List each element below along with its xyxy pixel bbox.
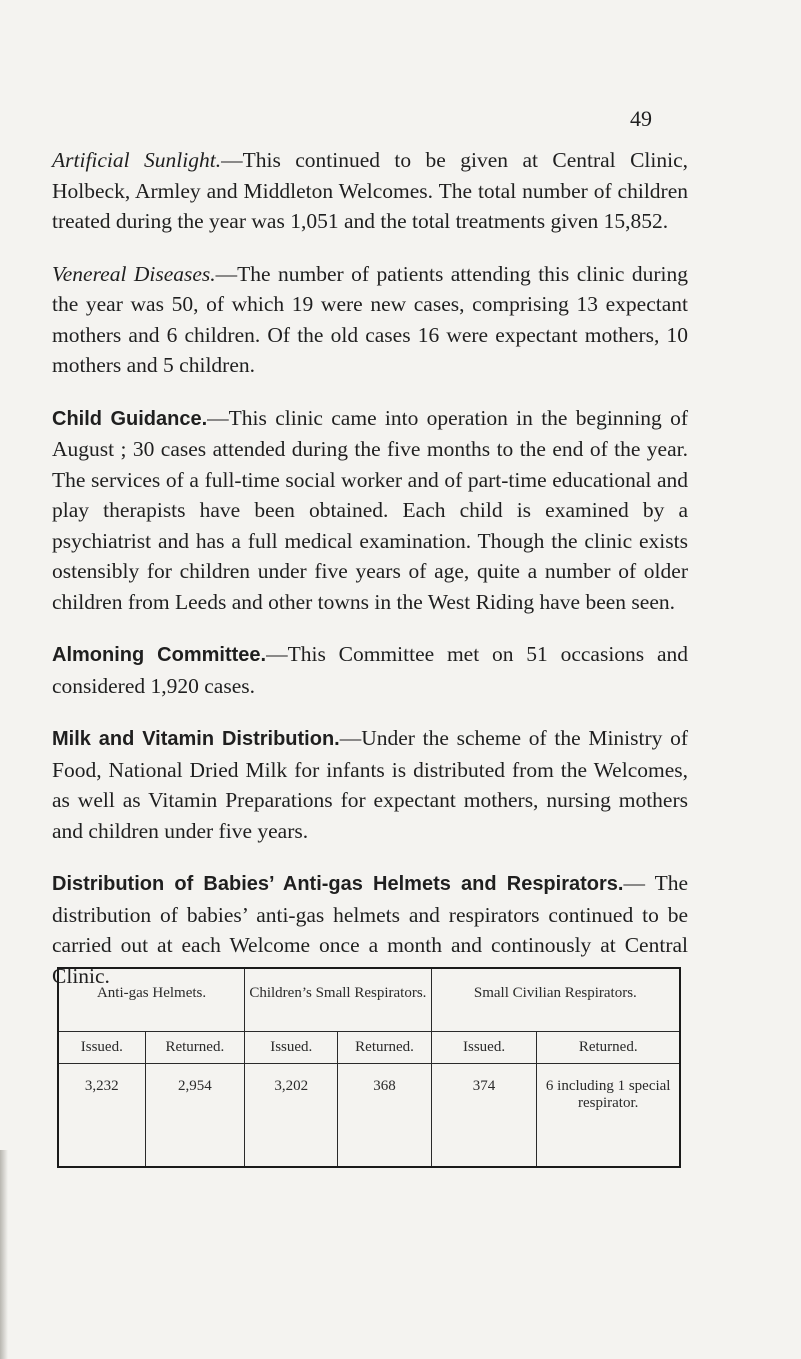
heading-almoning-committee: Almoning Committee. (52, 644, 267, 666)
body-artificial-sunlight: —This continued to be given at Central Clinic, Holbeck, Armley and Middleton Welcomes. The total number of children treated during the year was 1,051 and the total treatments given 15,852. (52, 148, 688, 233)
paragraph-venereal-diseases (52, 259, 688, 381)
paragraph-milk-vitamin (52, 723, 688, 846)
paragraph-child-guidance (52, 403, 688, 618)
paragraph-artificial-sunlight (52, 145, 688, 237)
table-subheader-row (58, 1032, 680, 1064)
heading-child-guidance: Child Guidance. (52, 407, 208, 430)
page-number: 49 (630, 106, 652, 131)
group-header-civilian-respirators: Small Civilian Respirators. (431, 968, 680, 1032)
value-cell: 374 (431, 1064, 537, 1168)
subheader-cell: Issued. (431, 1032, 537, 1064)
body-almoning-committee: —This Committee met on 51 occasions and considered 1,920 cases. (52, 642, 688, 698)
subheader-cell: Returned. (145, 1032, 245, 1064)
value-cell: 6 including 1 special respirator. (537, 1064, 680, 1168)
value-cell: 3,232 (58, 1064, 145, 1168)
heading-artificial-sunlight: Artificial Sunlight. (52, 148, 222, 172)
subheader-cell: Returned. (338, 1032, 431, 1064)
heading-milk-vitamin: Milk and Vitamin Distribution. (52, 728, 340, 750)
value-cell: 3,202 (245, 1064, 338, 1168)
group-header-helmets: Anti-gas Helmets. (58, 968, 245, 1032)
value-cell: 368 (338, 1064, 431, 1168)
paragraph-almoning-committee (52, 639, 688, 701)
subheader-cell: Returned. (537, 1032, 680, 1064)
table-group-header-row (58, 968, 680, 1032)
table-row (58, 1064, 680, 1168)
respirators-table (57, 967, 681, 1168)
body-anti-gas: — The distribution of babies’ anti-gas helmets and respirators continued to be carried out at each Welcome once a month and continously at Central Clinic. (52, 871, 688, 988)
body-venereal-diseases: —The number of patients attending this clinic during the year was 50, of which 19 were new cases, comprising 13 expectant mothers and 6 children. Of the old cases 16 were expectant mothers, 10 mothers and 5 children. (52, 261, 689, 377)
group-header-childrens-respirators: Children’s Small Respirators. (245, 968, 432, 1032)
document-body (52, 145, 688, 1013)
heading-venereal-diseases: Venereal Diseases. (52, 261, 216, 286)
body-milk-vitamin: —Under the scheme of the Ministry of Food, National Dried Milk for infants is distributed from the Welcomes, as well as Vitamin Preparations for expectant mothers, nursing mothers and children under five years. (52, 726, 688, 843)
body-child-guidance: —This clinic came into operation in the beginning of August ; 30 cases attended during the five months to the end of the year. The services of a full-time social worker and of part-time educational and play therapists have been obtained. Each child is examined by a psychiatrist and has a full medical examination. Though the clinic exists ostensibly for children under five years of age, quite a number of older children from Leeds and other towns in the West Riding have been seen. (52, 405, 688, 614)
subheader-cell: Issued. (58, 1032, 145, 1064)
scan-edge-shadow (0, 1150, 8, 1359)
subheader-cell: Issued. (245, 1032, 338, 1064)
value-cell: 2,954 (145, 1064, 245, 1168)
heading-anti-gas: Distribution of Babies’ Anti-gas Helmets and Respirators. (52, 873, 624, 895)
